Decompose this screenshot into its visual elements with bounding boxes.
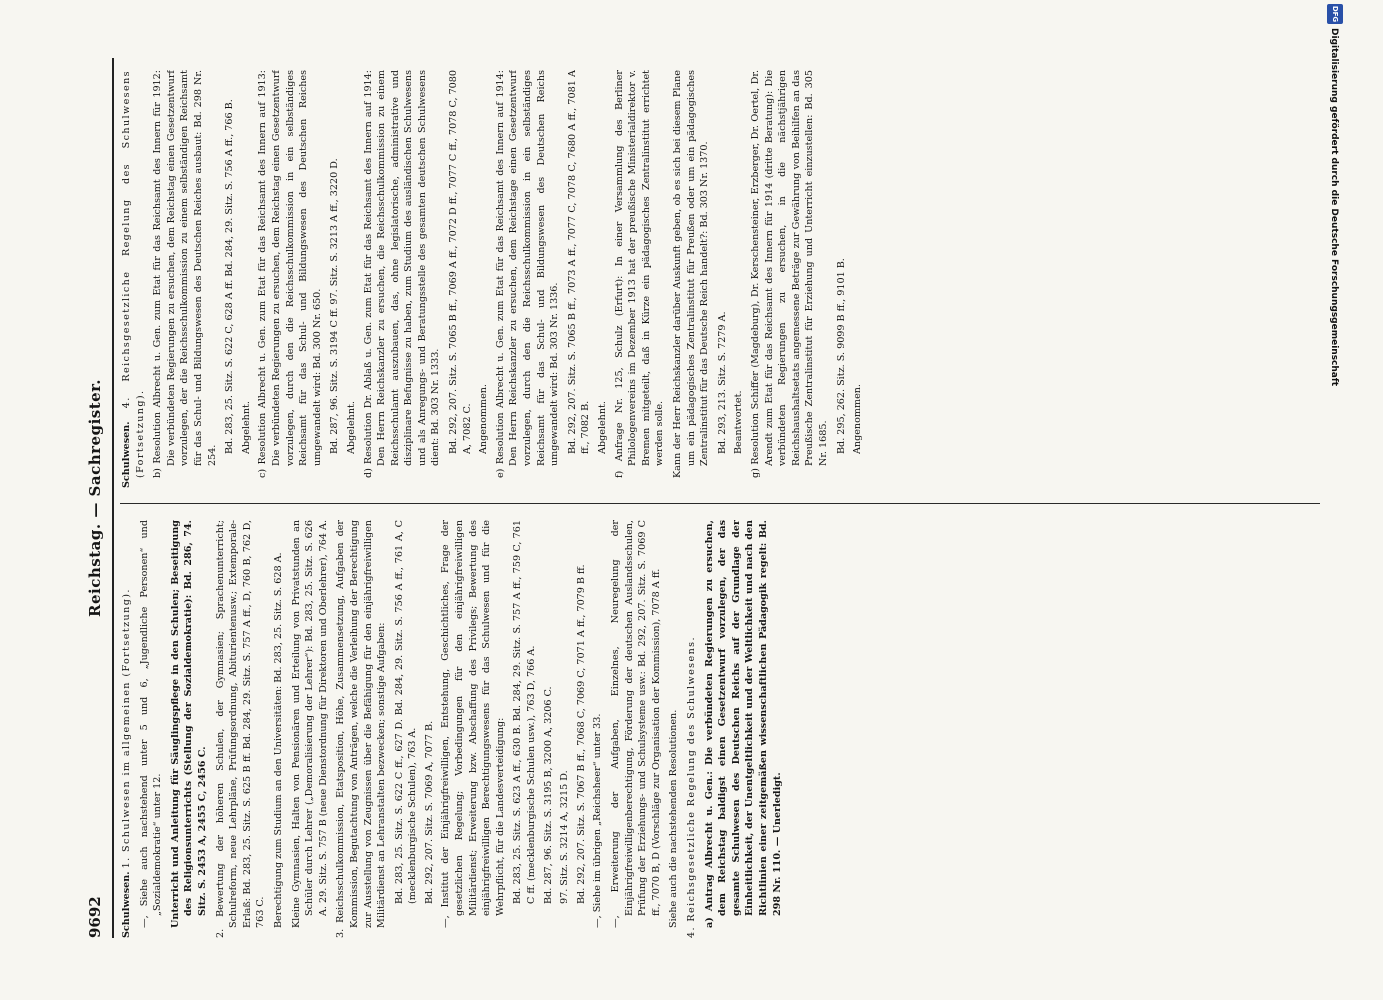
index-entry: g) Resolution Schiffer (Magdeburg), Dr. Kerschensteiner, Erzberger, Dr. Oertel, Dr. Arendt zum Etat für das Reichsamt des Innern für 1914 (dritte Beratung): Die verbündeten Regierungen zu ersuchen, in die nächstjährigen Reichshaushaltsetats angemessene Beträge zur Gewährung von Beihilfen an das Preußische Zentralinstitut für Erziehung und Unterricht einzustellen: Bd. 305 Nr. 1685. <box>749 70 829 478</box>
reference-line: 97. Sitz. S. 3214 A, 3215 D. <box>559 770 571 904</box>
index-entry: f) Anfrage Nr. 125, Schulz (Erfurt): In einer Versammlung des Berliner Philologenvereins im Dezember 1913 hat der preußische Ministerialdirektor v. Bremen mitgeteilt, daß in Kürze ein pädagogisches Zentralinstitut errichtet werden solle. <box>613 70 666 478</box>
index-entry: —, Siehe im übrigen „Reichsheer“ unter 33. <box>592 713 604 928</box>
status-line: Abgelehnt. <box>345 401 357 454</box>
headword: Schulwesen. <box>121 871 132 938</box>
right-column-heading <box>120 70 147 488</box>
index-entry: —, Siehe auch nachstehend unter 5 und 6, „Jugendliche Personen“ und „Sozialdemokratie“ unter 12. <box>138 520 164 928</box>
index-entry: d) Resolution Dr. Ablaß u. Gen. zum Etat für das Reichsamt des Innern auf 1914: Den Herrn Reichskanzler zu ersuchen, die Reichsschulkommission zu einem Reichsschulamt auszubauen, das, ohne legislatorische, administrative und disziplinare Befugnisse zu haben, zum Studium des ausländischen Schulwesens und als Anregungs- und Beratungsstelle des gesamten deutschen Schulwesens dient: Bd. 303 Nr. 1333. <box>362 70 442 478</box>
index-entry: b) Resolution Albrecht u. Gen. zum Etat für das Reichsamt des Innern für 1912: Die verbündeten Regierungen zu ersuchen, dem Reichstag einen Gesetzentwurf vorzulegen, der die Reichsschulkommission zu einem selbständigen Reichsamt für das Schul- und Bildungswesen des Deutschen Reiches ausbaut: Bd. 298 Nr. 254. <box>152 70 218 478</box>
index-entry: Kann der Herr Reichskanzler darüber Auskunft geben, ob es sich bei diesem Plane um ein pädagogisches Zentralinstitut für Preußen oder um ein pädagogisches Zentralinstitut für das Deutsche Reich handelt?: Bd. 303 Nr. 1370. <box>671 70 711 478</box>
index-entry: c) Resolution Albrecht u. Gen. zum Etat für das Reichsamt des Innern auf 1913: Die verbündeten Regierungen zu ersuchen, dem Reichstag einen Gesetzentwurf vorzulegen, durch den die Reichsschulkommission in ein selbständiges Reichsamt für das Schul- und Bildungswesen des Deutschen Reiches umgewandelt wird: Bd. 300 Nr. 650. <box>257 70 323 478</box>
reference-line: Bd. 293, 213. Sitz. S. 7279 A. <box>716 311 728 454</box>
header-rule <box>112 58 114 938</box>
digitization-credit <box>1311 4 1343 1000</box>
status-line: Angenommen. <box>478 384 490 454</box>
reference-line: Bd. 292, 207. Sitz. S. 7067 B ff., 7068 C, 7069 C, 7071 A ff., 7079 B ff. <box>575 564 587 904</box>
reference-line: Bd. 292, 207. Sitz. S. 7065 B ff., 7069 A ff., 7072 D ff., 7077 C ff., 7078 C, 7080 A, 7082 C. <box>448 70 473 454</box>
left-column <box>120 520 1320 938</box>
status-line: Angenommen. <box>852 384 864 454</box>
section-title: 4. Reichsgesetzliche Regelung des Schulwesens (Fortsetzung). <box>121 70 146 478</box>
section-title: 1. Schulwesen im allgemeinen (Fortsetzung). <box>121 588 132 869</box>
scanned-page <box>82 58 1332 938</box>
status-line: Beantwortet. <box>733 390 745 454</box>
index-entry: —, Erweiterung der Aufgaben, Einzelnes, Neuregelung der Einjährigfreiwilligenberechtigung, Förderung der deutschen Auslandsschulen, Prüfung der Erziehungs- und Schulsysteme usw.: Bd. 292, 207. Sitz. S. 7069 C ff., 7070 B, D (Vorschläge zur Organisation der Kommission), 7078 A ff. <box>610 520 662 928</box>
section-title: 4. Reichsgesetzliche Regelung des Schulwesens. <box>685 636 697 938</box>
page-header <box>82 58 112 938</box>
reference-line: Bd. 283, 25. Sitz. S. 622 C ff., 627 D. Bd. 284, 29. Sitz. S. 756 A ff., 761 A, C (mecklenburgische Schulen), 763 A. <box>393 520 419 904</box>
dfg-logo-icon: DFG <box>1327 4 1343 24</box>
index-entry: Kleine Gymnasien, Halten von Pensionären und Erteilung von Privatstunden an Schüler durch Lehrer („Demoralisierung der Lehrer“): Bd. 283, 25. Sitz. S. 626 A. 29. Sitz. S. 757 B (neue Dienstordnung für Direktoren und Oberlehrer), 764 A. <box>290 520 329 928</box>
running-head: Reichstag. — Sachregister. <box>86 379 104 617</box>
index-entry: a) Antrag Albrecht u. Gen.: Die verbündeten Regierungen zu ersuchen, dem Reichstag baldigst einen Gesetzentwurf vorzulegen, der das gesamte Schulwesen des Deutschen Reichs auf der Grundlage der Einheitlichkeit, der Unentgeltlichkeit und der Weltlichkeit und nach den Richtlinien einer zeitgemäßen wissenschaftlichen Pädagogik regelt: Bd. 298 Nr. 110. — Unerledigt. <box>703 520 783 928</box>
headword: Schulwesen. <box>121 421 132 488</box>
page-number: 9692 <box>86 896 104 938</box>
column-divider <box>120 503 1320 504</box>
reference-line: Bd. 283, 25. Sitz. S. 622 C, 628 A ff. Bd. 284, 29. Sitz. S. 756 A ff., 766 B. <box>224 99 236 454</box>
status-line: Abgelehnt. <box>240 401 252 454</box>
digitization-credit-text: Digitalisierung gefördert durch die Deutsche Forschungsgemeinschaft <box>1329 28 1339 387</box>
index-entry: 2. Bewertung der höheren Schulen, der Gymnasien; Sprachenunterricht; Schulreform, neue Lehrpläne, Prüfungsordnung, Abiturientenusw.; Extemporale-Erlaß: Bd. 283, 25. Sitz. S. 625 B ff. Bd. 284, 29. Sitz. S. 757 A ff., D, 760 B, 762 D, 763 C. <box>214 520 267 938</box>
index-entry: e) Resolution Albrecht u. Gen. zum Etat für das Reichsamt des Innern auf 1914: Den Herrn Reichskanzler zu ersuchen, dem Reichstage einen Gesetzentwurf vorzulegen, durch den die Reichsschulkommission in ein selbständiges Reichsamt für das Schul- und Bildungswesen des Deutschen Reichs umgewandelt wird: Bd. 303 Nr. 1336. <box>494 70 561 478</box>
reference-line: Bd. 292, 207. Sitz. S. 7069 A, 7077 B. <box>423 720 435 904</box>
reference-line: Bd. 295, 262. Sitz. S. 9099 B ff., 9101 B. <box>835 258 847 454</box>
reference-line: Bd. 283, 25. Sitz. S. 623 A ff., 630 B. Bd. 284, 29. Sitz. S. 757 A ff., 759 C, 761 C ff. (mecklenburgische Schulen usw.), 763 D, 766 A. <box>512 520 538 904</box>
index-entry: 3. Reichsschulkommission, Etatsposition, Höhe, Zusammensetzung, Aufgaben der Kommission, Begutachtung von Anträgen, welche die Verleihung der Berechtigung zur Ausstellung von Zeugnissen über die Befähigung für den einjährigfreiwilligen Militärdienst an Lehranstalten bezwecken; sonstige Aufgaben: <box>335 520 388 938</box>
reference-line: Bd. 287, 96. Sitz. S. 3194 C ff. 97. Sitz. S. 3213 A ff., 3220 D. <box>329 158 341 454</box>
status-line: Abgelehnt. <box>597 401 608 454</box>
right-column <box>120 70 1320 488</box>
reference-line: Bd. 292, 207. Sitz. S. 7065 B ff., 7073 A ff., 7077 C, 7078 C, 7680 A ff., 7081 A ff., 7082 B. <box>566 70 592 454</box>
index-entry: Berechtigung zum Studium an den Universitäten: Bd. 283, 25. Sitz. S. 628 A. <box>272 552 284 928</box>
left-column-heading <box>120 520 134 938</box>
index-entry: Unterricht und Anleitung für Säuglingspflege in den Schulen; Beseitigung des Religionsunterrichts (Stellung der Sozialdemokratie): Bd. 286, 74. Sitz. S. 2453 A, 2455 C, 2456 C. <box>169 520 208 928</box>
index-entry: Siehe auch die nachstehenden Resolutionen. <box>668 709 680 928</box>
index-entry: —, Institut der Einjährigfreiwilligen, Entstehung, Geschichtliches, Frage der gesetzlichen Regelung; Vorbedingungen für den einjährigfreiwilligen Militärdienst; Erweiterung bzw. Abschaffung des Privilegs; Bewertung des einjährigfreiwilligen Berechtigungswesens für das Schulwesen und für die Wehrpflicht, für die Landesverteidigung: <box>440 520 506 928</box>
reference-line: Bd. 287, 96. Sitz. S. 3195 B, 3200 A, 3206 C. <box>542 686 554 904</box>
